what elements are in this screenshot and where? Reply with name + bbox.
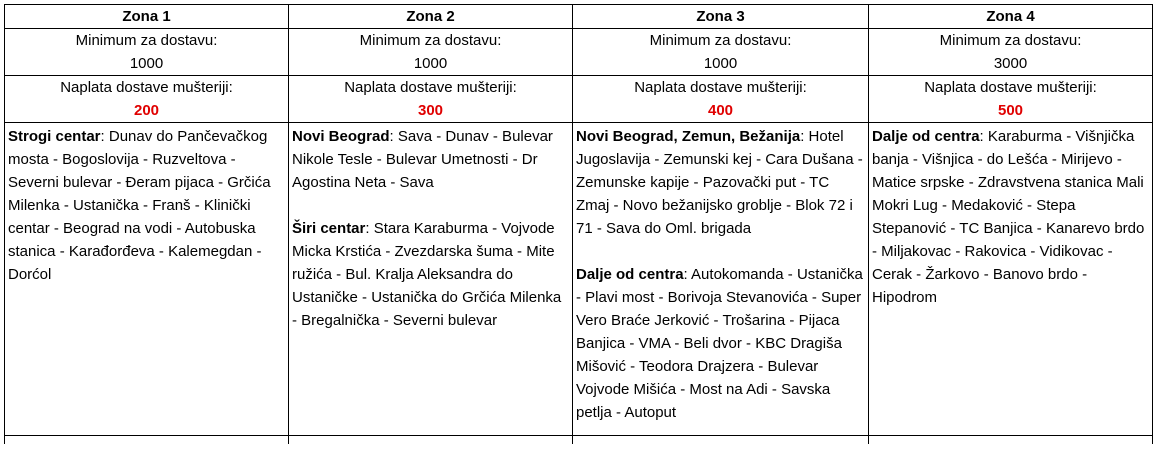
- next-row-partial: [5, 436, 1153, 445]
- area-name: Dalje od centra: [576, 266, 684, 283]
- zone-2-minimum-label: Minimum za dostavu:: [359, 32, 502, 49]
- area-name: Novi Beograd: [292, 128, 390, 145]
- zone-4-area-dalje-od-centra: [872, 125, 1149, 309]
- zone-1-fee-cell: [5, 76, 289, 123]
- next-row-cell: [869, 436, 1153, 445]
- zone-1-coverage: [5, 123, 289, 436]
- area-streets: : Stara Karaburma - Vojvode Micka Krstića - Zvezdarska šuma - Mite ružića - Bul. Kralja Aleksandra do Ustaničke - Ustanička do Grčića Milenka - Bregalnička - Severni bulevar: [292, 220, 562, 329]
- delivery-fee-row: [5, 76, 1153, 123]
- area-name: Širi centar: [292, 220, 366, 237]
- zone-3-minimum-cell: [573, 29, 869, 76]
- area-streets: : Dunav do Pančevačkog mosta - Bogoslovija - Ruzveltova - Severni bulevar - Đeram pijaca - Grčića Milenka - Ustanička - Franš - Klinički centar - Beograd na vodi - Autobuska stanica - Karađorđeva - Kalemegdan - Dorćol: [8, 128, 271, 283]
- zone-1-fee-label: Naplata dostave mušteriji:: [60, 79, 233, 96]
- zone-4-title: Zona 4: [869, 5, 1153, 29]
- area-streets: : Sava - Dunav - Bulevar Nikole Tesle - Bulevar Umetnosti - Dr Agostina Neta - Sava: [292, 128, 553, 191]
- zone-1-minimum-cell: [5, 29, 289, 76]
- zone-2-area-siri-centar: [292, 217, 569, 332]
- zone-2-fee-value: 300: [417, 102, 444, 119]
- zone-1-fee-value: 200: [133, 102, 160, 119]
- area-streets: : Autokomanda - Ustanička - Plavi most - Borivoja Stevanovića - Super Vero Braće Jerković - Trošarina - Pijaca Banjica - VMA - Beli dvor - KBC Dragiša Mišović - Teodora Drajzera - Bulevar Vojvode Mišića - Most na Adi - Savska petlja - Autoput: [576, 266, 863, 421]
- zone-1-minimum-label: Minimum za dostavu:: [75, 32, 218, 49]
- minimum-row: [5, 29, 1153, 76]
- area-name: Strogi centar: [8, 128, 101, 145]
- zone-3-fee-cell: [573, 76, 869, 123]
- zone-4-fee-cell: [869, 76, 1153, 123]
- zone-2-fee-cell: [289, 76, 573, 123]
- zone-4-fee-label: Naplata dostave mušteriji:: [924, 79, 1097, 96]
- coverage-row: [5, 123, 1153, 436]
- zone-3-minimum-value: 1000: [703, 55, 738, 72]
- zone-2-minimum-cell: [289, 29, 573, 76]
- zone-4-minimum-label: Minimum za dostavu:: [939, 32, 1082, 49]
- zone-4-fee-value: 500: [997, 102, 1024, 119]
- delivery-zones-table: [4, 4, 1153, 444]
- zone-3-area-dalje-od-centra: [576, 263, 865, 424]
- next-row-cell: [573, 436, 869, 445]
- zone-1-title: Zona 1: [5, 5, 289, 29]
- next-row-cell: [5, 436, 289, 445]
- zone-3-minimum-label: Minimum za dostavu:: [649, 32, 792, 49]
- zone-3-coverage: [573, 123, 869, 436]
- zone-1-area-strogi-centar: [8, 125, 285, 286]
- zone-3-title: Zona 3: [573, 5, 869, 29]
- zone-3-fee-label: Naplata dostave mušteriji:: [634, 79, 807, 96]
- zone-2-title: Zona 2: [289, 5, 573, 29]
- zone-4-minimum-cell: [869, 29, 1153, 76]
- zone-3-fee-value: 400: [707, 102, 734, 119]
- area-streets: : Karaburma - Višnjička banja - Višnjica - do Lešća - Mirijevo - Matice srpske - Zdravstvena stanica Mali Mokri Lug - Medaković - Stepa Stepanović - TC Banjica - Kanarevo brdo - Miljakovac - Rakovica - Vidikovac - Cerak - Žarkovo - Banovo brdo - Hipodrom: [872, 128, 1145, 306]
- zone-2-minimum-value: 1000: [413, 55, 448, 72]
- zone-4-minimum-value: 3000: [993, 55, 1028, 72]
- zone-2-coverage: [289, 123, 573, 436]
- area-name: Novi Beograd, Zemun, Bežanija: [576, 128, 801, 145]
- zone-header-row: [5, 5, 1153, 29]
- zone-3-area-novi-beograd-zemun: [576, 125, 865, 240]
- zone-2-fee-label: Naplata dostave mušteriji:: [344, 79, 517, 96]
- zone-4-coverage: [869, 123, 1153, 436]
- next-row-cell: [289, 436, 573, 445]
- area-streets: : Hotel Jugoslavija - Zemunski kej - Cara Dušana - Zemunske kapije - Pazovački put - TC Zmaj - Novo bežanijsko groblje - Blok 72 i 71 - Sava do Oml. brigada: [576, 128, 863, 237]
- zone-2-area-novi-beograd: [292, 125, 569, 194]
- area-name: Dalje od centra: [872, 128, 980, 145]
- zone-1-minimum-value: 1000: [129, 55, 164, 72]
